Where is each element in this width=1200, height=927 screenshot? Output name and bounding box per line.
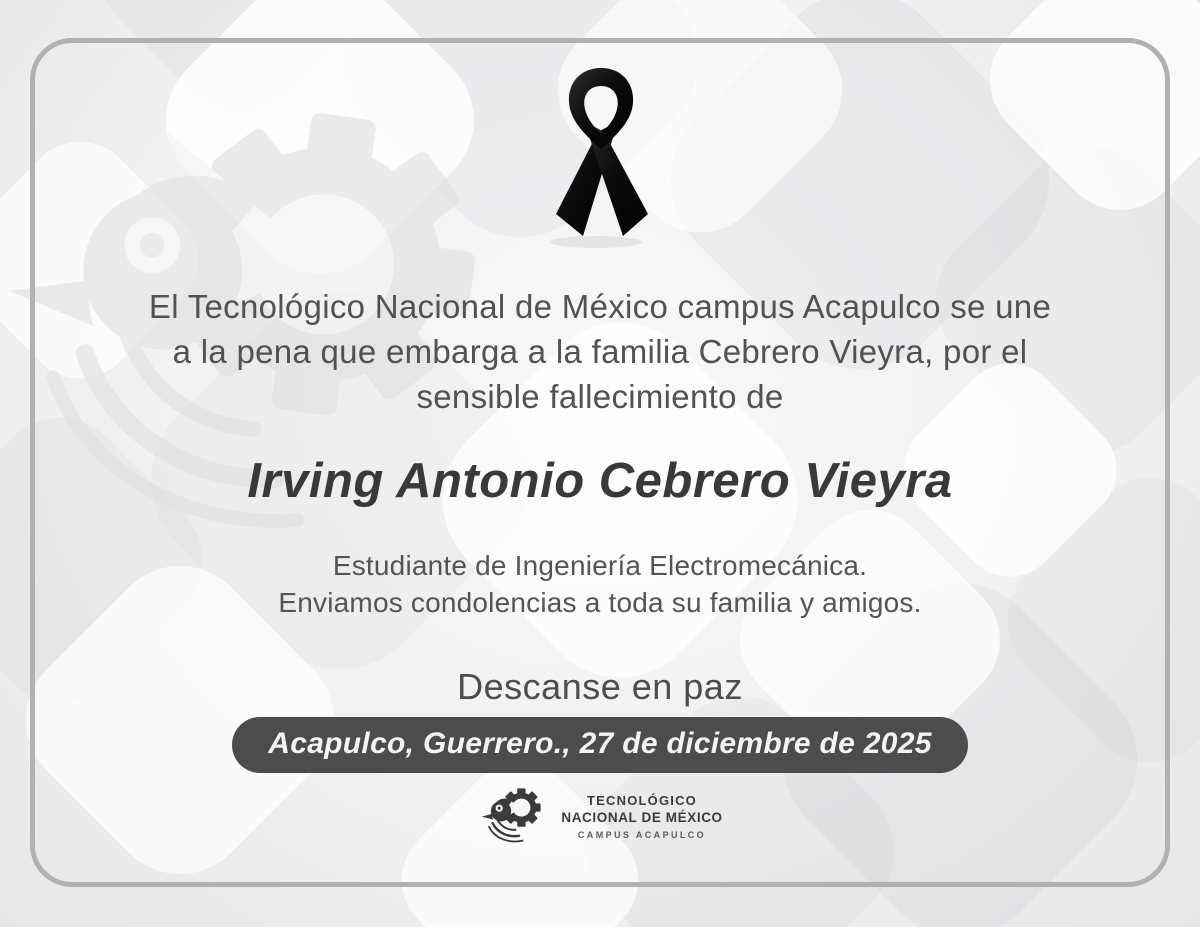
intro-text: [0, 284, 1200, 419]
farewell-text: Descanse en paz: [457, 666, 743, 707]
logo-line-1: TECNOLÓGICO: [587, 792, 697, 808]
tecnm-logo-text: [561, 792, 722, 841]
logo-campus-line: CAMPUS ACAPULCO: [577, 829, 707, 840]
mourning-ribbon-icon: [541, 62, 661, 250]
intro-line-2: a la pena que embarga a la familia Cebrero Vieyra, por el: [172, 333, 1028, 370]
logo-line-2: NACIONAL DE MÉXICO: [561, 809, 723, 825]
date-pill-row: [0, 717, 1200, 773]
date-location-pill: Acapulco, Guerrero., 27 de diciembre de 2025: [232, 717, 967, 773]
deceased-name: Irving Antonio Cebrero Vieyra: [247, 454, 953, 508]
details-line-2: Enviamos condolencias a toda su familia y amigos.: [278, 587, 922, 618]
intro-line-3: sensible fallecimiento de: [416, 378, 784, 415]
tecnm-logo: [0, 780, 1200, 852]
tecnm-gear-eagle-icon: [477, 780, 549, 852]
details-line-1: Estudiante de Ingeniería Electromecánica.: [332, 550, 868, 581]
details-text: [0, 547, 1200, 621]
intro-line-1: El Tecnológico Nacional de México campus Acapulco se une: [148, 288, 1052, 325]
